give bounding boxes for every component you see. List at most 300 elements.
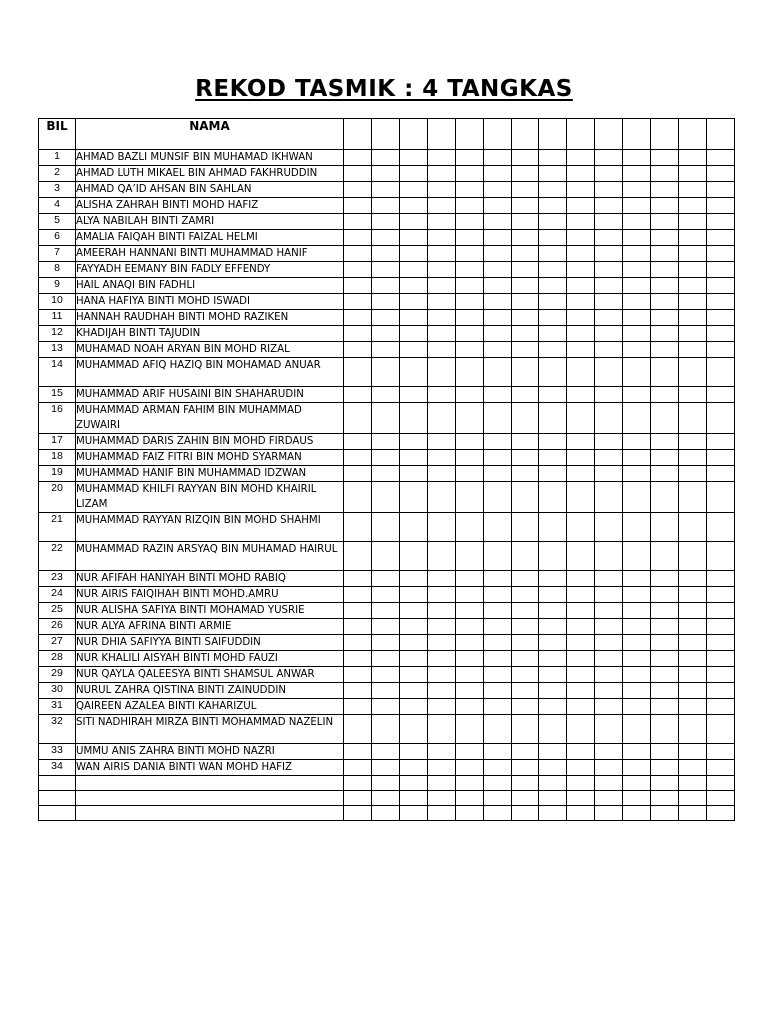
- record-cell: [344, 760, 372, 776]
- record-cell: [399, 699, 427, 715]
- record-cell: [371, 403, 399, 434]
- record-cell: [539, 791, 567, 806]
- record-cell: [595, 635, 623, 651]
- student-row: [39, 342, 735, 358]
- record-cell: [651, 166, 679, 182]
- record-cell: [511, 776, 539, 791]
- record-cell: [595, 246, 623, 262]
- record-cell: [371, 450, 399, 466]
- record-cell: [455, 482, 483, 513]
- record-cell: [483, 760, 511, 776]
- record-cell: [371, 619, 399, 635]
- record-cell: [651, 387, 679, 403]
- record-cell: [399, 182, 427, 198]
- record-cell: [595, 744, 623, 760]
- student-row: [39, 166, 735, 182]
- record-cell: [399, 651, 427, 667]
- record-cell: [706, 651, 734, 667]
- record-cell: [567, 667, 595, 683]
- record-cell: [344, 699, 372, 715]
- record-cell: [595, 310, 623, 326]
- record-cell: [455, 387, 483, 403]
- record-cell: [651, 651, 679, 667]
- record-cell: [595, 683, 623, 699]
- record-cell: [679, 651, 707, 667]
- record-cell: [623, 482, 651, 513]
- record-cell: [623, 450, 651, 466]
- record-cell: [651, 776, 679, 791]
- record-cell: [651, 150, 679, 166]
- record-cell: [344, 434, 372, 450]
- record-cell: [399, 587, 427, 603]
- record-cell: [371, 683, 399, 699]
- record-cell: [511, 310, 539, 326]
- record-column-header: [595, 119, 623, 150]
- record-cell: [427, 466, 455, 482]
- bil-cell: 3: [39, 182, 76, 198]
- record-cell: [371, 744, 399, 760]
- record-cell: [567, 587, 595, 603]
- record-cell: [344, 326, 372, 342]
- record-cell: [595, 466, 623, 482]
- record-cell: [706, 278, 734, 294]
- record-cell: [511, 450, 539, 466]
- record-cell: [483, 513, 511, 542]
- record-cell: [344, 619, 372, 635]
- record-cell: [623, 715, 651, 744]
- bil-cell: 27: [39, 635, 76, 651]
- record-cell: [595, 198, 623, 214]
- record-cell: [427, 450, 455, 466]
- record-cell: [539, 294, 567, 310]
- record-cell: [539, 182, 567, 198]
- record-cell: [651, 342, 679, 358]
- record-cell: [679, 434, 707, 450]
- record-cell: [344, 466, 372, 482]
- record-cell: [483, 603, 511, 619]
- student-row: [39, 542, 735, 571]
- record-cell: [427, 667, 455, 683]
- record-cell: [371, 542, 399, 571]
- record-cell: [455, 262, 483, 278]
- record-cell: [706, 182, 734, 198]
- record-cell: [511, 214, 539, 230]
- record-cell: [679, 403, 707, 434]
- nama-cell: NUR ALYA AFRINA BINTI ARMIE: [76, 619, 344, 635]
- student-row: [39, 310, 735, 326]
- record-cell: [623, 310, 651, 326]
- record-cell: [567, 651, 595, 667]
- record-cell: [455, 603, 483, 619]
- record-cell: [483, 635, 511, 651]
- record-cell: [539, 358, 567, 387]
- record-cell: [344, 310, 372, 326]
- record-cell: [511, 150, 539, 166]
- bil-cell: 10: [39, 294, 76, 310]
- record-cell: [399, 450, 427, 466]
- record-cell: [623, 198, 651, 214]
- record-cell: [371, 699, 399, 715]
- record-cell: [595, 760, 623, 776]
- record-cell: [344, 387, 372, 403]
- record-cell: [539, 699, 567, 715]
- record-cell: [399, 744, 427, 760]
- nama-cell: ALYA NABILAH BINTI ZAMRI: [76, 214, 344, 230]
- student-row: [39, 230, 735, 246]
- record-cell: [679, 806, 707, 821]
- record-cell: [651, 760, 679, 776]
- record-cell: [539, 278, 567, 294]
- nama-cell: NUR ALISHA SAFIYA BINTI MOHAMAD YUSRIE: [76, 603, 344, 619]
- record-cell: [539, 326, 567, 342]
- record-cell: [511, 230, 539, 246]
- record-cell: [706, 776, 734, 791]
- record-cell: [399, 358, 427, 387]
- record-cell: [679, 542, 707, 571]
- record-cell: [706, 326, 734, 342]
- student-row: [39, 760, 735, 776]
- record-cell: [651, 310, 679, 326]
- record-cell: [455, 715, 483, 744]
- record-cell: [455, 278, 483, 294]
- student-row: [39, 683, 735, 699]
- record-cell: [427, 571, 455, 587]
- record-cell: [483, 667, 511, 683]
- record-cell: [539, 603, 567, 619]
- record-column-header: [399, 119, 427, 150]
- record-cell: [344, 450, 372, 466]
- student-row: [39, 667, 735, 683]
- record-cell: [427, 760, 455, 776]
- record-cell: [539, 667, 567, 683]
- record-cell: [511, 542, 539, 571]
- record-cell: [679, 760, 707, 776]
- record-cell: [679, 246, 707, 262]
- record-cell: [399, 619, 427, 635]
- record-column-header: [371, 119, 399, 150]
- record-cell: [511, 434, 539, 450]
- record-cell: [371, 326, 399, 342]
- record-cell: [427, 262, 455, 278]
- record-cell: [455, 587, 483, 603]
- record-cell: [679, 310, 707, 326]
- record-cell: [511, 278, 539, 294]
- record-cell: [567, 744, 595, 760]
- record-cell: [399, 791, 427, 806]
- record-cell: [706, 358, 734, 387]
- bil-cell: 6: [39, 230, 76, 246]
- record-cell: [371, 466, 399, 482]
- record-cell: [539, 342, 567, 358]
- record-cell: [371, 230, 399, 246]
- student-row: [39, 246, 735, 262]
- record-cell: [679, 603, 707, 619]
- record-cell: [427, 166, 455, 182]
- record-cell: [539, 198, 567, 214]
- record-cell: [651, 744, 679, 760]
- record-cell: [483, 230, 511, 246]
- nama-cell: ALISHA ZAHRAH BINTI MOHD HAFIZ: [76, 198, 344, 214]
- bil-cell: 33: [39, 744, 76, 760]
- bil-column-header: BIL: [39, 119, 76, 150]
- nama-cell: MUHAMMAD AFIQ HAZIQ BIN MOHAMAD ANUAR: [76, 358, 344, 387]
- record-cell: [427, 358, 455, 387]
- student-row: [39, 715, 735, 744]
- record-cell: [483, 571, 511, 587]
- record-cell: [679, 699, 707, 715]
- record-cell: [455, 651, 483, 667]
- record-cell: [399, 342, 427, 358]
- tasmik-record-table: [38, 118, 735, 821]
- record-cell: [539, 619, 567, 635]
- record-cell: [511, 403, 539, 434]
- bil-cell: 12: [39, 326, 76, 342]
- record-cell: [399, 482, 427, 513]
- record-cell: [595, 542, 623, 571]
- record-cell: [706, 542, 734, 571]
- record-cell: [483, 310, 511, 326]
- bil-cell: 2: [39, 166, 76, 182]
- record-cell: [595, 776, 623, 791]
- record-cell: [623, 699, 651, 715]
- nama-cell: MUHAMMAD HANIF BIN MUHAMMAD IDZWAN: [76, 466, 344, 482]
- record-cell: [595, 387, 623, 403]
- record-cell: [679, 166, 707, 182]
- student-row: [39, 182, 735, 198]
- record-cell: [651, 542, 679, 571]
- record-cell: [399, 513, 427, 542]
- record-cell: [455, 150, 483, 166]
- record-cell: [427, 791, 455, 806]
- record-cell: [427, 542, 455, 571]
- record-column-header: [427, 119, 455, 150]
- bil-cell: 4: [39, 198, 76, 214]
- student-row: [39, 587, 735, 603]
- record-cell: [371, 571, 399, 587]
- record-cell: [483, 806, 511, 821]
- record-cell: [399, 294, 427, 310]
- record-cell: [427, 715, 455, 744]
- record-cell: [706, 482, 734, 513]
- record-cell: [371, 776, 399, 791]
- record-cell: [651, 715, 679, 744]
- record-cell: [399, 667, 427, 683]
- record-cell: [483, 542, 511, 571]
- record-cell: [567, 198, 595, 214]
- record-cell: [483, 715, 511, 744]
- record-cell: [623, 587, 651, 603]
- record-cell: [344, 683, 372, 699]
- record-cell: [595, 791, 623, 806]
- record-cell: [427, 683, 455, 699]
- record-cell: [344, 214, 372, 230]
- record-cell: [371, 715, 399, 744]
- student-row: [39, 434, 735, 450]
- student-row: [39, 635, 735, 651]
- nama-cell: HANA HAFIYA BINTI MOHD ISWADI: [76, 294, 344, 310]
- record-cell: [651, 450, 679, 466]
- record-cell: [455, 683, 483, 699]
- record-cell: [706, 571, 734, 587]
- record-cell: [344, 278, 372, 294]
- record-cell: [455, 246, 483, 262]
- record-cell: [623, 294, 651, 310]
- bil-cell: 23: [39, 571, 76, 587]
- record-cell: [427, 603, 455, 619]
- record-cell: [427, 403, 455, 434]
- record-cell: [679, 150, 707, 166]
- record-cell: [567, 466, 595, 482]
- record-cell: [455, 198, 483, 214]
- student-row: [39, 603, 735, 619]
- record-cell: [427, 699, 455, 715]
- record-cell: [371, 342, 399, 358]
- nama-cell: NUR QAYLA QALEESYA BINTI SHAMSUL ANWAR: [76, 667, 344, 683]
- record-cell: [679, 635, 707, 651]
- record-cell: [483, 776, 511, 791]
- record-cell: [371, 150, 399, 166]
- record-cell: [595, 806, 623, 821]
- record-cell: [539, 246, 567, 262]
- record-cell: [706, 683, 734, 699]
- student-row: [39, 466, 735, 482]
- record-cell: [371, 791, 399, 806]
- bil-cell: 1: [39, 150, 76, 166]
- record-cell: [483, 278, 511, 294]
- record-cell: [344, 715, 372, 744]
- record-cell: [595, 182, 623, 198]
- record-cell: [427, 310, 455, 326]
- record-cell: [651, 326, 679, 342]
- record-cell: [511, 744, 539, 760]
- record-cell: [539, 262, 567, 278]
- record-cell: [344, 571, 372, 587]
- record-cell: [455, 760, 483, 776]
- record-cell: [455, 806, 483, 821]
- record-cell: [706, 603, 734, 619]
- record-column-header: [567, 119, 595, 150]
- record-cell: [679, 198, 707, 214]
- record-cell: [371, 513, 399, 542]
- nama-cell: NUR AFIFAH HANIYAH BINTI MOHD RABIQ: [76, 571, 344, 587]
- student-row: [39, 450, 735, 466]
- record-cell: [399, 166, 427, 182]
- bil-cell: 21: [39, 513, 76, 542]
- record-cell: [344, 806, 372, 821]
- record-cell: [455, 358, 483, 387]
- record-cell: [595, 150, 623, 166]
- record-cell: [623, 342, 651, 358]
- record-cell: [427, 651, 455, 667]
- record-cell: [623, 542, 651, 571]
- bil-cell: 13: [39, 342, 76, 358]
- record-cell: [539, 450, 567, 466]
- record-cell: [623, 744, 651, 760]
- record-cell: [706, 294, 734, 310]
- record-cell: [427, 513, 455, 542]
- nama-column-header: NAMA: [76, 119, 344, 150]
- record-cell: [567, 776, 595, 791]
- record-cell: [371, 587, 399, 603]
- record-cell: [567, 310, 595, 326]
- record-cell: [483, 342, 511, 358]
- record-cell: [539, 776, 567, 791]
- record-cell: [511, 571, 539, 587]
- record-cell: [651, 262, 679, 278]
- record-column-header: [706, 119, 734, 150]
- record-cell: [483, 150, 511, 166]
- record-cell: [567, 214, 595, 230]
- record-cell: [567, 542, 595, 571]
- record-cell: [706, 587, 734, 603]
- record-cell: [511, 667, 539, 683]
- record-cell: [567, 294, 595, 310]
- record-cell: [595, 619, 623, 635]
- record-cell: [706, 166, 734, 182]
- record-cell: [651, 603, 679, 619]
- record-cell: [539, 466, 567, 482]
- record-cell: [539, 651, 567, 667]
- record-cell: [371, 651, 399, 667]
- record-cell: [567, 450, 595, 466]
- record-cell: [567, 403, 595, 434]
- record-cell: [483, 326, 511, 342]
- record-cell: [623, 667, 651, 683]
- record-cell: [539, 310, 567, 326]
- record-cell: [567, 246, 595, 262]
- record-cell: [567, 387, 595, 403]
- record-cell: [679, 744, 707, 760]
- record-cell: [567, 715, 595, 744]
- student-row: [39, 571, 735, 587]
- nama-cell: AHMAD LUTH MIKAEL BIN AHMAD FAKHRUDDIN: [76, 166, 344, 182]
- record-cell: [651, 214, 679, 230]
- record-cell: [344, 667, 372, 683]
- record-cell: [706, 434, 734, 450]
- record-cell: [399, 466, 427, 482]
- record-cell: [371, 358, 399, 387]
- record-cell: [706, 246, 734, 262]
- record-cell: [399, 230, 427, 246]
- record-cell: [706, 387, 734, 403]
- record-cell: [595, 434, 623, 450]
- record-cell: [344, 166, 372, 182]
- record-cell: [483, 699, 511, 715]
- record-cell: [539, 715, 567, 744]
- record-cell: [344, 182, 372, 198]
- record-cell: [371, 214, 399, 230]
- nama-cell: FAYYADH EEMANY BIN FADLY EFFENDY: [76, 262, 344, 278]
- record-cell: [483, 182, 511, 198]
- record-cell: [344, 403, 372, 434]
- record-cell: [595, 450, 623, 466]
- record-cell: [567, 635, 595, 651]
- record-cell: [344, 542, 372, 571]
- record-cell: [427, 619, 455, 635]
- record-cell: [679, 776, 707, 791]
- record-cell: [679, 342, 707, 358]
- student-row: [39, 326, 735, 342]
- record-cell: [455, 635, 483, 651]
- record-cell: [679, 294, 707, 310]
- record-cell: [427, 294, 455, 310]
- record-cell: [427, 744, 455, 760]
- record-cell: [371, 310, 399, 326]
- record-cell: [399, 310, 427, 326]
- record-cell: [651, 806, 679, 821]
- record-cell: [344, 482, 372, 513]
- record-cell: [651, 466, 679, 482]
